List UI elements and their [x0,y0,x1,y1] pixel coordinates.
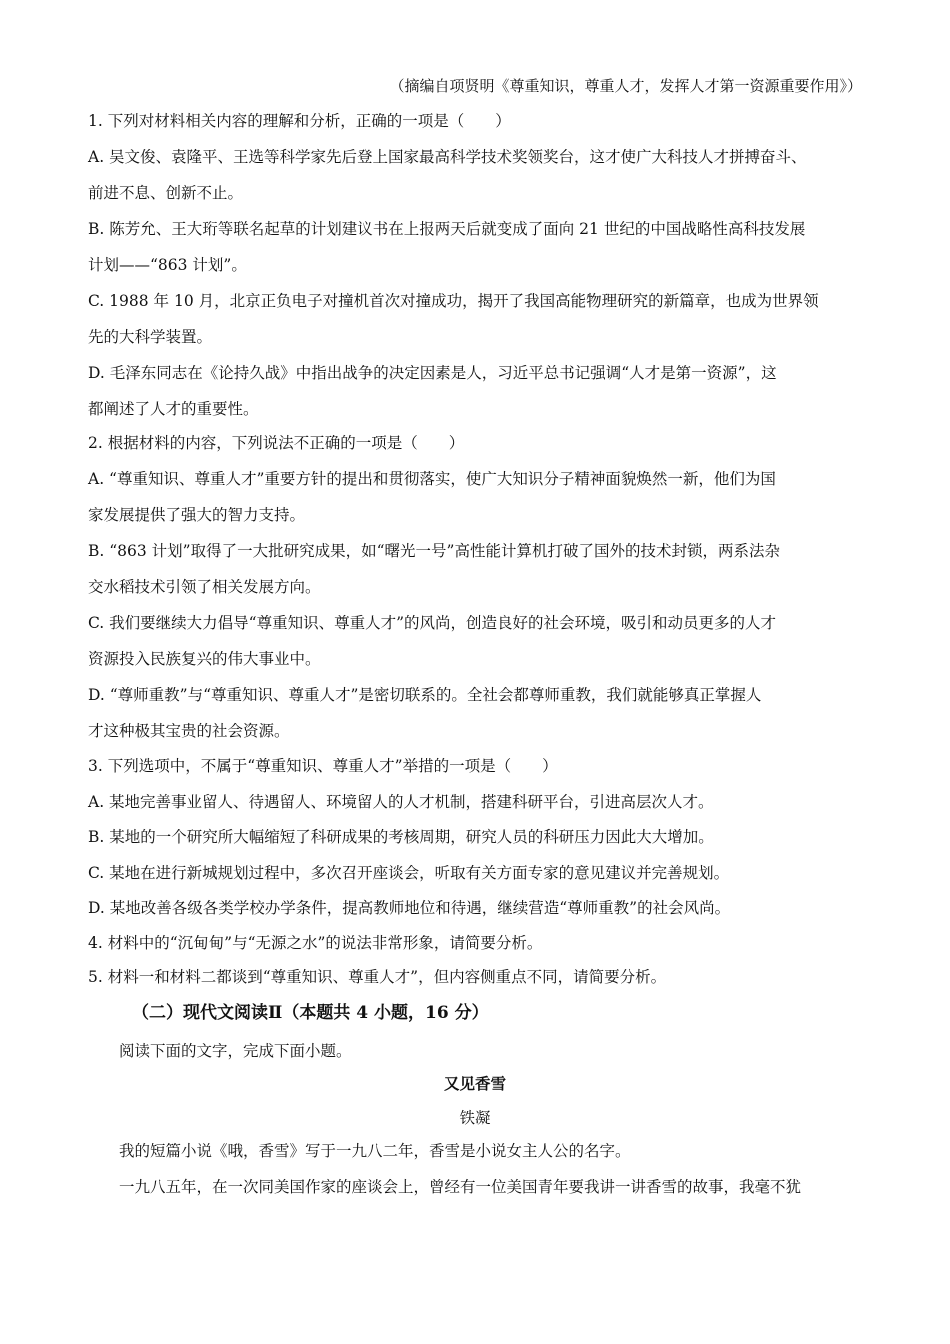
article-title: 又见香雪 [443,1074,506,1093]
question-1-option-a-line-2: 前进不息、创新不止。 [88,184,244,202]
article-paragraph-2: 一九八五年，在一次同美国作家的座谈会上，曾经有一位美国青年要我讲一讲香雪的故事，我毫不犹 [119,1178,802,1196]
question-1-option-b-line-1: B. 陈芳允、王大珩等联名起草的计划建议书在上报两天后就变成了面向 21 世纪的中国战略性高科技发展 [88,220,806,238]
question-2-option-d-line-1: D. “尊师重教”与“尊重知识、尊重人才”是密切联系的。全社会都尊师重教，我们就能够真正掌握人 [88,686,762,704]
article-paragraph-1: 我的短篇小说《哦，香雪》写于一九八二年，香雪是小说女主人公的名字。 [119,1142,631,1160]
question-1-option-d-line-1: D. 毛泽东同志在《论持久战》中指出战争的决定因素是人，习近平总书记强调“人才是第一资源”，这 [88,364,777,382]
question-2-option-c-line-1: C. 我们要继续大力倡导“尊重知识、尊重人才”的风尚，创造良好的社会环境，吸引和动员更多的人才 [88,614,777,632]
question-1-stem: 1. 下列对材料相关内容的理解和分析，正确的一项是（ ） [88,112,511,130]
question-3-option-c: C. 某地在进行新城规划过程中，多次召开座谈会，听取有关方面专家的意见建议并完善规划。 [88,864,730,882]
question-1-option-b-line-2: 计划——“863 计划”。 [88,256,247,274]
question-2-option-b-line-1: B. “863 计划”取得了一大批研究成果，如“曙光一号”高性能计算机打破了国外的技术封锁，两系法杂 [88,542,780,560]
question-1-option-d-line-2: 都阐述了人才的重要性。 [88,400,259,418]
question-4-stem: 4. 材料中的“沉甸甸”与“无源之水”的说法非常形象，请简要分析。 [88,934,543,952]
question-3-stem: 3. 下列选项中，不属于“尊重知识、尊重人才”举措的一项是（ ） [88,757,558,775]
question-2-option-d-line-2: 才这种极其宝贵的社会资源。 [88,722,290,740]
source-note: （摘编自项贤明《尊重知识，尊重人才，发挥人才第一资源重要作用》） [389,77,862,95]
question-1-option-a-line-1: A. 吴文俊、袁隆平、王选等科学家先后登上国家最高科学技术奖领奖台，这才使广大科技人才拼搏奋斗、 [88,148,807,166]
question-3-option-d: D. 某地改善各级各类学校办学条件，提高教师地位和待遇，继续营造“尊师重教”的社会风尚。 [88,899,731,917]
question-2-option-a-line-1: A. “尊重知识、尊重人才”重要方针的提出和贯彻落实，使广大知识分子精神面貌焕然一新，他们为国 [88,470,776,488]
reading-instruction: 阅读下面的文字，完成下面小题。 [119,1042,352,1060]
question-2-option-b-line-2: 交水稻技术引领了相关发展方向。 [88,578,321,596]
question-1-option-c-line-2: 先的大科学装置。 [88,328,213,346]
question-1-option-c-line-1: C. 1988 年 10 月，北京正负电子对撞机首次对撞成功，揭开了我国高能物理研究的新篇章，也成为世界领 [88,292,819,310]
article-author: 铁凝 [459,1109,491,1127]
question-3-option-a: A. 某地完善事业留人、待遇留人、环境留人的人才机制，搭建科研平台，引进高层次人才。 [88,793,714,811]
question-2-option-a-line-2: 家发展提供了强大的智力支持。 [88,506,306,524]
question-2-stem: 2. 根据材料的内容，下列说法不正确的一项是（ ） [88,434,465,452]
section-heading: （二）现代文阅读Ⅱ（本题共 4 小题，16 分） [132,1003,489,1023]
question-3-option-b: B. 某地的一个研究所大幅缩短了科研成果的考核周期，研究人员的科研压力因此大大增加。 [88,828,714,846]
question-2-option-c-line-2: 资源投入民族复兴的伟大事业中。 [88,650,321,668]
question-5-stem: 5. 材料一和材料二都谈到“尊重知识、尊重人才”，但内容侧重点不同，请简要分析。 [88,968,667,986]
